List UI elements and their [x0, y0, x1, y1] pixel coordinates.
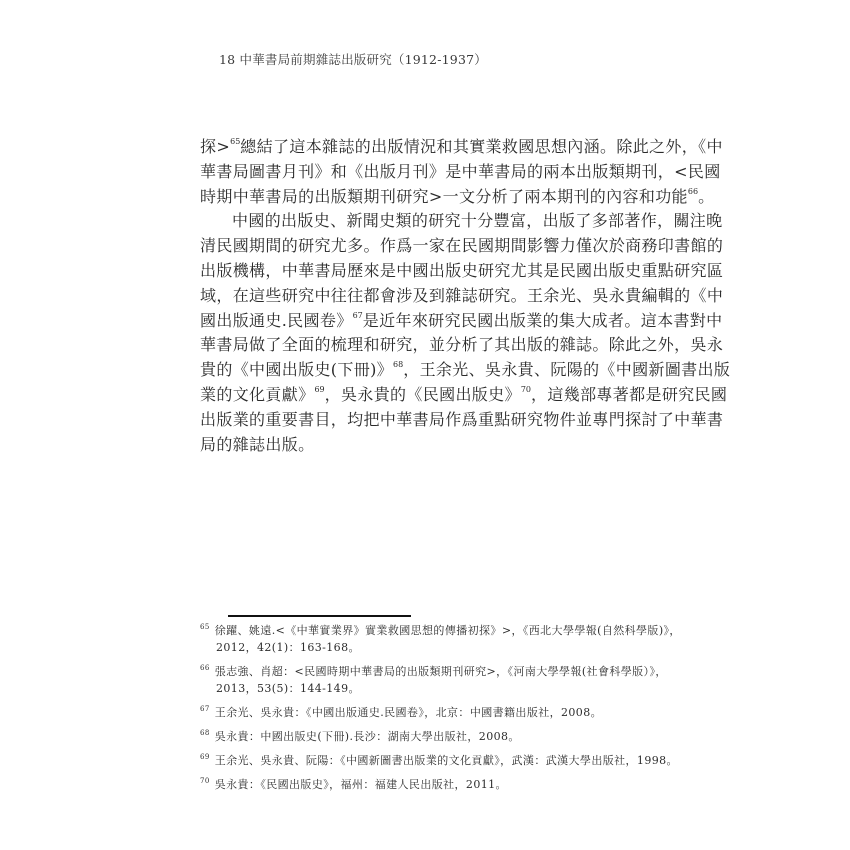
footnote-item: $^{65}$ 徐躍、姚遠.<《中華實業界》實業救國思想的傳播初探》>，《西北大學學報(自然科學版)》， 2012，42(1)：163-168。 — [200, 623, 681, 654]
body-line: 華書局做了全面的梳理和研究，並分析了其出版的雜誌。除此之外，吳永 — [200, 335, 724, 355]
body-line: 時期中華書局的出版類期刊研究>一文分析了兩本期刊的內容和功能$^{66}$。 — [200, 186, 715, 206]
body-text — [200, 135, 731, 457]
body-line: 國出版通史.民國卷》$^{67}$是近年來研究民國出版業的集大成者。這本書對中 — [200, 310, 723, 330]
footnote-number: 70 — [200, 777, 210, 785]
body-line: 探>$^{65}$總結了這本雜誌的出版情況和其實業救國思想內涵。除此之外，《中 — [200, 137, 723, 156]
footnote-number: 68 — [200, 729, 210, 737]
body-line: 出版業的重要書目，均把中華書局作爲重點研究物件並專門探討了中華書 — [200, 409, 724, 429]
body-line-paragraph-start: 中國的出版史、新聞史類的研究十分豐富，出版了多部著作，關注晚 — [232, 211, 723, 231]
footnote-ref[interactable]: 67 — [352, 310, 363, 320]
footnote-ref[interactable]: 65 — [230, 137, 241, 146]
footnote-item: $^{66}$ 張志強、肖超：<民國時期中華書局的出版類期刊研究>，《河南大學學報(社會科學版）》， 2013，53(5)：144-149。 — [200, 664, 667, 695]
body-line: 華書局圖書月刊》和《出版月刊》是中華書局的兩本出版類期刊，<民國 — [200, 161, 721, 181]
footnote-ref[interactable]: 69 — [314, 384, 325, 394]
footnote-number: 66 — [200, 664, 210, 672]
running-header — [219, 50, 487, 68]
footnote-ref[interactable]: 66 — [687, 186, 699, 196]
body-line: 業的文化貢獻》$^{69}$，吳永貴的《民國出版史》$^{70}$，這幾部專著都是研究民國 — [200, 384, 728, 404]
footnote-number: 67 — [200, 705, 210, 713]
footnote-item: $^{68}$ 吳永貴：中國出版史(下冊).長沙：湖南大學出版社，2008。 — [200, 729, 520, 743]
body-line: 貴的《中國出版史(下冊)》$^{68}$，王余光、吳永貴、阮陽的《中國新圖書出版 — [200, 360, 731, 380]
body-line: 出版機構，中華書局歷來是中國出版史研究尤其是民國出版史重點研究區 — [200, 260, 724, 280]
body-line: 清民國期間的研究尤多。作爲一家在民國期間影響力僅次於商務印書館的 — [200, 236, 724, 256]
footnote-item: $^{70}$ 吳永貴：《民國出版史》，福州：福建人民出版社，2011。 — [200, 777, 507, 791]
body-line: 域，在這些研究中往往都會涉及到雜誌研究。王余光、吳永貴編輯的《中 — [200, 285, 724, 305]
footnotes — [200, 622, 681, 800]
footnote-item: $^{69}$ 王余光、吳永貴、阮陽：《中國新圖書出版業的文化貢獻》，武漢：武漢大學出版社，1998。 — [200, 753, 678, 767]
footnote-ref[interactable]: 70 — [520, 384, 532, 394]
footnote-separator — [228, 615, 411, 617]
footnote-ref[interactable]: 68 — [393, 360, 404, 370]
footnote-number: 69 — [200, 753, 210, 761]
footnote-number: 65 — [200, 623, 210, 631]
footnote-item: $^{67}$ 王余光、吳永貴：《中國出版通史.民國卷》，北京：中國書籍出版社，2008。 — [200, 705, 603, 719]
page-number: 18 — [219, 52, 236, 67]
body-line: 局的雜誌出版。 — [200, 434, 315, 454]
running-title: 中華書局前期雜誌出版研究（1912-1937） — [239, 52, 487, 67]
